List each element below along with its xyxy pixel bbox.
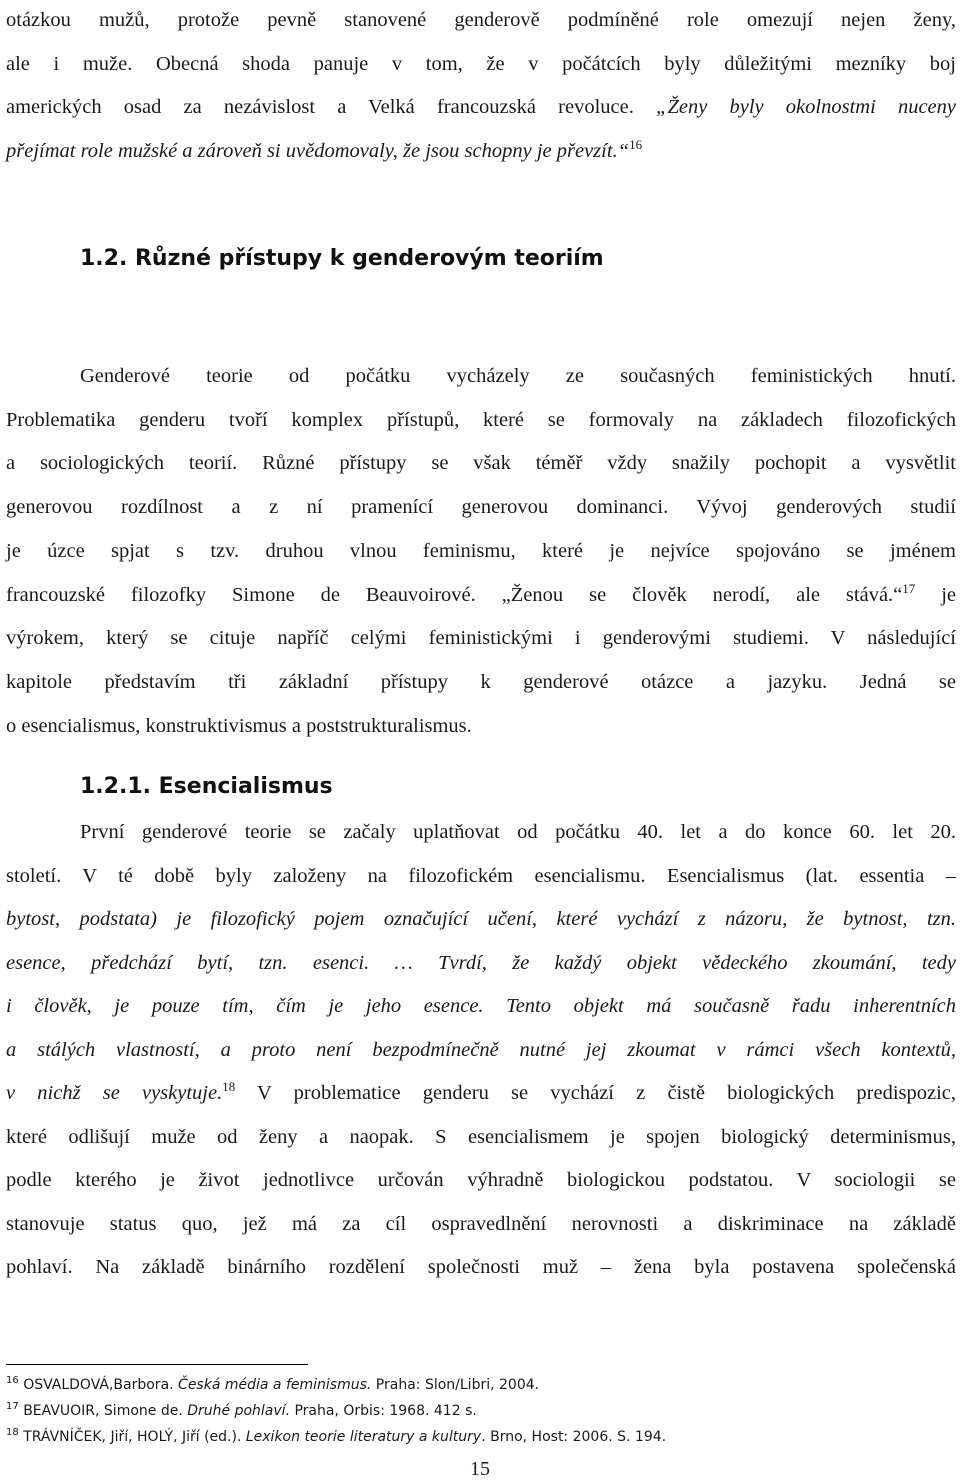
text-line: [6, 1125, 956, 1149]
text-line: [6, 580, 957, 607]
footnote-ref: 17: [902, 580, 916, 596]
footnote-separator: [6, 1364, 308, 1365]
text-run: „Ženy byly okolnostmi nuceny: [656, 96, 956, 119]
text-run: podle kterého je život jednotlivce určován výhradně biologickou podstatou. V sociologii se: [6, 1169, 956, 1191]
footnote-ref: 16: [629, 137, 643, 153]
text-run: a sociologických teorií. Různé přístupy se však téměř vždy snažily pochopit a vysvětlit: [6, 452, 956, 475]
text-line: [80, 364, 956, 388]
text-line: [80, 820, 956, 844]
text-run: stanovuje status quo, jež má za cíl ospravedlnění nerovnosti a diskriminace na základě: [6, 1212, 956, 1235]
text-run: Praha: Slon/Libri, 2004.: [371, 1377, 540, 1393]
text-line: [6, 626, 956, 650]
text-run: pohlaví. Na základě binárního rozdělení společnosti muž – žena byla postavena společenská: [6, 1256, 956, 1278]
text-run: přejímat role mužské a zároveň si uvědomovaly, že jsou schopny je převzít.“: [6, 140, 630, 163]
text-line: [6, 139, 956, 163]
text-run: OSVALDOVÁ,Barbora.: [23, 1377, 179, 1393]
text-line: [6, 1255, 956, 1279]
text-run: o esencialismus, konstruktivismus a poststrukturalismus.: [6, 714, 472, 737]
text-line: [6, 670, 956, 694]
footnote: [6, 1402, 477, 1420]
text-run: Genderové teorie od počátku vycházely ze současných feministických hnutí.: [80, 365, 956, 387]
text-line: [6, 951, 956, 975]
text-run: V problematice genderu se vychází z čistě biologických predispozic,: [235, 1082, 957, 1104]
text-run: a stálých vlastností, a proto není bezpodmínečně nutné jej zkoumat v rámci všech kontextů,: [6, 1038, 956, 1061]
text-run: . Brno, Host: 2006. S. 194.: [481, 1429, 667, 1445]
text-run: i člověk, je pouze tím, čím je jeho esence. Tento objekt má současně řadu inherentních: [6, 995, 956, 1017]
text-run: je úzce spjat s tzv. druhou vlnou feminismu, které je nejvíce spojováno se jménem: [6, 539, 956, 562]
text-run: výrokem, který se cituje napříč celými feministickými i genderovými studiemi. V následující: [6, 627, 956, 650]
text-line: [6, 539, 956, 563]
text-run: esence, předchází bytí, tzn. esenci. … Tvrdí, že každý objekt vědeckého zkoumání, tedy: [6, 951, 956, 974]
text-line: [6, 1212, 956, 1236]
text-run: ale i muže. Obecná shoda panuje v tom, že v počátcích byly důležitými mezníky boj: [6, 52, 956, 75]
footnote: [6, 1428, 666, 1446]
text-run: Lexikon teorie literatury a kultury: [245, 1429, 482, 1445]
text-run: kapitole představím tři základní přístupy k genderové otázce a jazyku. Jedná se: [6, 670, 956, 693]
section-heading-1-2: 1.2. Různé přístupy k genderovým teoriím: [80, 246, 604, 271]
text-line: [6, 864, 956, 888]
footnote-number: 17: [6, 1401, 19, 1412]
text-run: generovou rozdílnost a z ní pramenící generovou dominanci. Vývoj genderových studií: [6, 496, 956, 519]
page-number: 15: [470, 1458, 490, 1480]
text-line: [6, 95, 956, 119]
text-run: amerických osad za nezávislost a Velká francouzská revoluce.: [6, 96, 657, 119]
footnote-number: 16: [6, 1375, 19, 1386]
text-run: Druhé pohlaví.: [187, 1403, 291, 1419]
text-run: TRÁVNÍČEK, Jiří, HOLÝ, Jiří (ed.).: [23, 1429, 246, 1445]
text-line: [6, 408, 956, 432]
text-run: otázkou mužů, protože pevně stanovené genderově podmíněné role omezují nejen ženy,: [6, 9, 956, 31]
section-heading-1-2-1: 1.2.1. Esencialismus: [80, 774, 333, 799]
text-line: [6, 52, 956, 76]
text-run: Česká média a feminismus.: [178, 1377, 372, 1393]
text-run: v nichž se vyskytuje.: [6, 1082, 223, 1104]
text-line: [6, 1168, 956, 1192]
text-run: bytost, podstata) je filozofický pojem označující učení, které vychází z názoru, že bytnost, tzn.: [6, 908, 956, 930]
text-line: [6, 1038, 956, 1062]
text-run: je: [915, 583, 957, 606]
text-run: První genderové teorie se začaly uplatňovat od počátku 40. let a do konce 60. let 20.: [80, 821, 956, 843]
footnote: [6, 1376, 539, 1394]
footnote-ref: 18: [222, 1079, 236, 1094]
text-run: BEAVUOIR, Simone de.: [23, 1403, 188, 1419]
text-line: [6, 8, 956, 32]
footnote-number: 18: [6, 1427, 19, 1438]
text-line: [6, 1081, 956, 1105]
text-line: [6, 994, 956, 1018]
text-run: Praha, Orbis: 1968. 412 s.: [290, 1403, 477, 1419]
text-run: století. V té době byly založeny na filozofickém esencialismu. Esencialismus (lat. essentia –: [6, 864, 956, 887]
text-run: francouzské filozofky Simone de Beauvoirové. „Ženou se člověk nerodí, ale stává.“: [6, 583, 903, 606]
text-line: [6, 907, 956, 931]
text-run: které odlišují muže od ženy a naopak. S esencialismem je spojen biologický determinismus,: [6, 1125, 956, 1148]
text-line: [6, 714, 956, 738]
text-line: [6, 495, 956, 519]
text-line: [6, 451, 956, 475]
text-run: Problematika genderu tvoří komplex přístupů, které se formovaly na základech filozofických: [6, 408, 956, 431]
